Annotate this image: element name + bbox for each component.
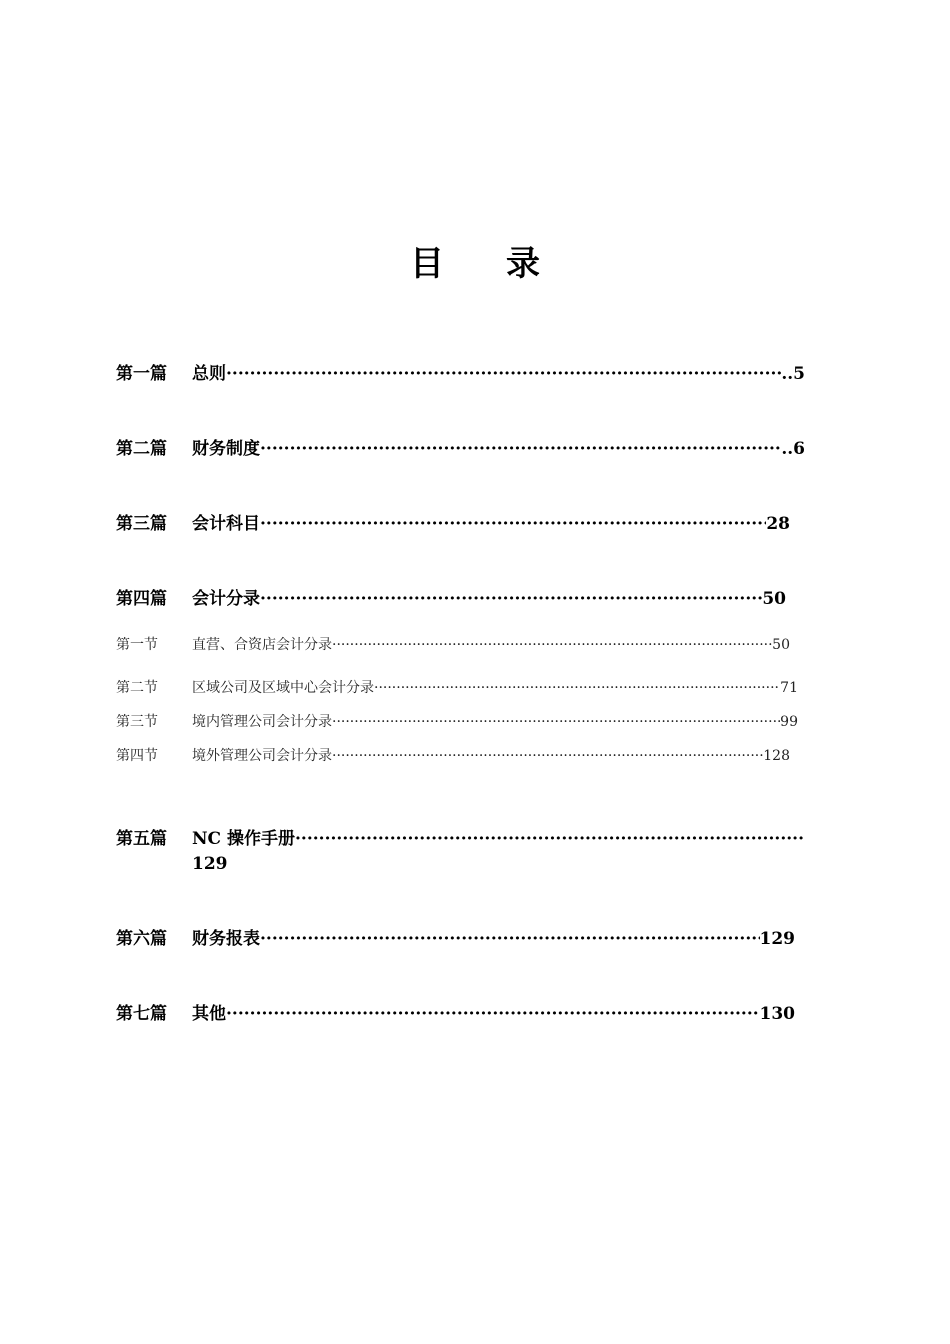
toc-entry-section-4[interactable] (116, 746, 790, 766)
toc-entry-part-5[interactable] (116, 827, 805, 851)
toc-part-number: 第一篇 (116, 364, 167, 384)
toc-section-title: 境内管理公司会计分录 (192, 714, 332, 730)
dot-leader (295, 827, 805, 851)
page-title: 目录 (410, 244, 602, 284)
toc-entry-section-3[interactable] (116, 712, 798, 732)
toc-page-number: 130 (759, 1004, 795, 1024)
toc-part-number: 第三篇 (116, 514, 167, 534)
toc-section-title: 境外管理公司会计分录 (192, 748, 332, 764)
toc-part-title: 会计科目 (192, 514, 260, 534)
toc-entry-part-2[interactable] (116, 437, 805, 461)
dot-leader (260, 512, 766, 536)
toc-entry-section-1[interactable] (116, 635, 790, 655)
dot-leader (226, 362, 781, 386)
dot-leader (260, 587, 762, 611)
toc-entry-part-7[interactable] (116, 1002, 795, 1026)
toc-page-number: 50 (762, 589, 786, 609)
toc-section-number: 第一节 (116, 637, 158, 653)
toc-entry-part-1[interactable] (116, 362, 805, 386)
dot-leader (260, 437, 781, 461)
toc-part-number: 第六篇 (116, 929, 167, 949)
toc-part-number: 第四篇 (116, 589, 167, 609)
dot-leader (332, 712, 780, 732)
toc-page-number: 71 (780, 680, 798, 696)
toc-part-number: 第七篇 (116, 1004, 167, 1024)
toc-entry-part-4[interactable] (116, 587, 786, 611)
toc-entry-part-3[interactable] (116, 512, 790, 536)
toc-part-title: 总则 (192, 364, 226, 384)
dot-leader (260, 927, 760, 951)
toc-page-number: 128 (763, 748, 790, 764)
toc-page-number: 28 (766, 514, 790, 534)
dot-leader (332, 635, 772, 655)
toc-section-title: 直营、合资店会计分录 (192, 637, 332, 653)
dot-leader (332, 746, 763, 766)
dot-leader (226, 1002, 760, 1026)
toc-page-number: ..6 (781, 439, 805, 459)
toc-section-number: 第二节 (116, 680, 158, 696)
toc-part-title: 其他 (192, 1004, 226, 1024)
toc-page-number: 129 (759, 929, 795, 949)
toc-part-title: 会计分录 (192, 589, 260, 609)
toc-section-number: 第三节 (116, 714, 158, 730)
toc-part-title: NC 操作手册 (192, 829, 295, 849)
toc-page-number: 99 (780, 714, 798, 730)
toc-part-title: 财务制度 (192, 439, 260, 459)
toc-part-number: 第二篇 (116, 439, 167, 459)
toc-section-title: 区域公司及区域中心会计分录 (192, 680, 374, 696)
toc-part-title: 财务报表 (192, 929, 260, 949)
toc-part-number: 第五篇 (116, 829, 167, 849)
toc-section-number: 第四节 (116, 748, 158, 764)
dot-leader (374, 678, 780, 698)
toc-page-number: 129 (192, 854, 228, 874)
toc-page-number: ..5 (781, 364, 805, 384)
toc-entry-part-6[interactable] (116, 927, 795, 951)
toc-entry-section-2[interactable] (116, 678, 798, 698)
toc-page-number: 50 (772, 637, 790, 653)
